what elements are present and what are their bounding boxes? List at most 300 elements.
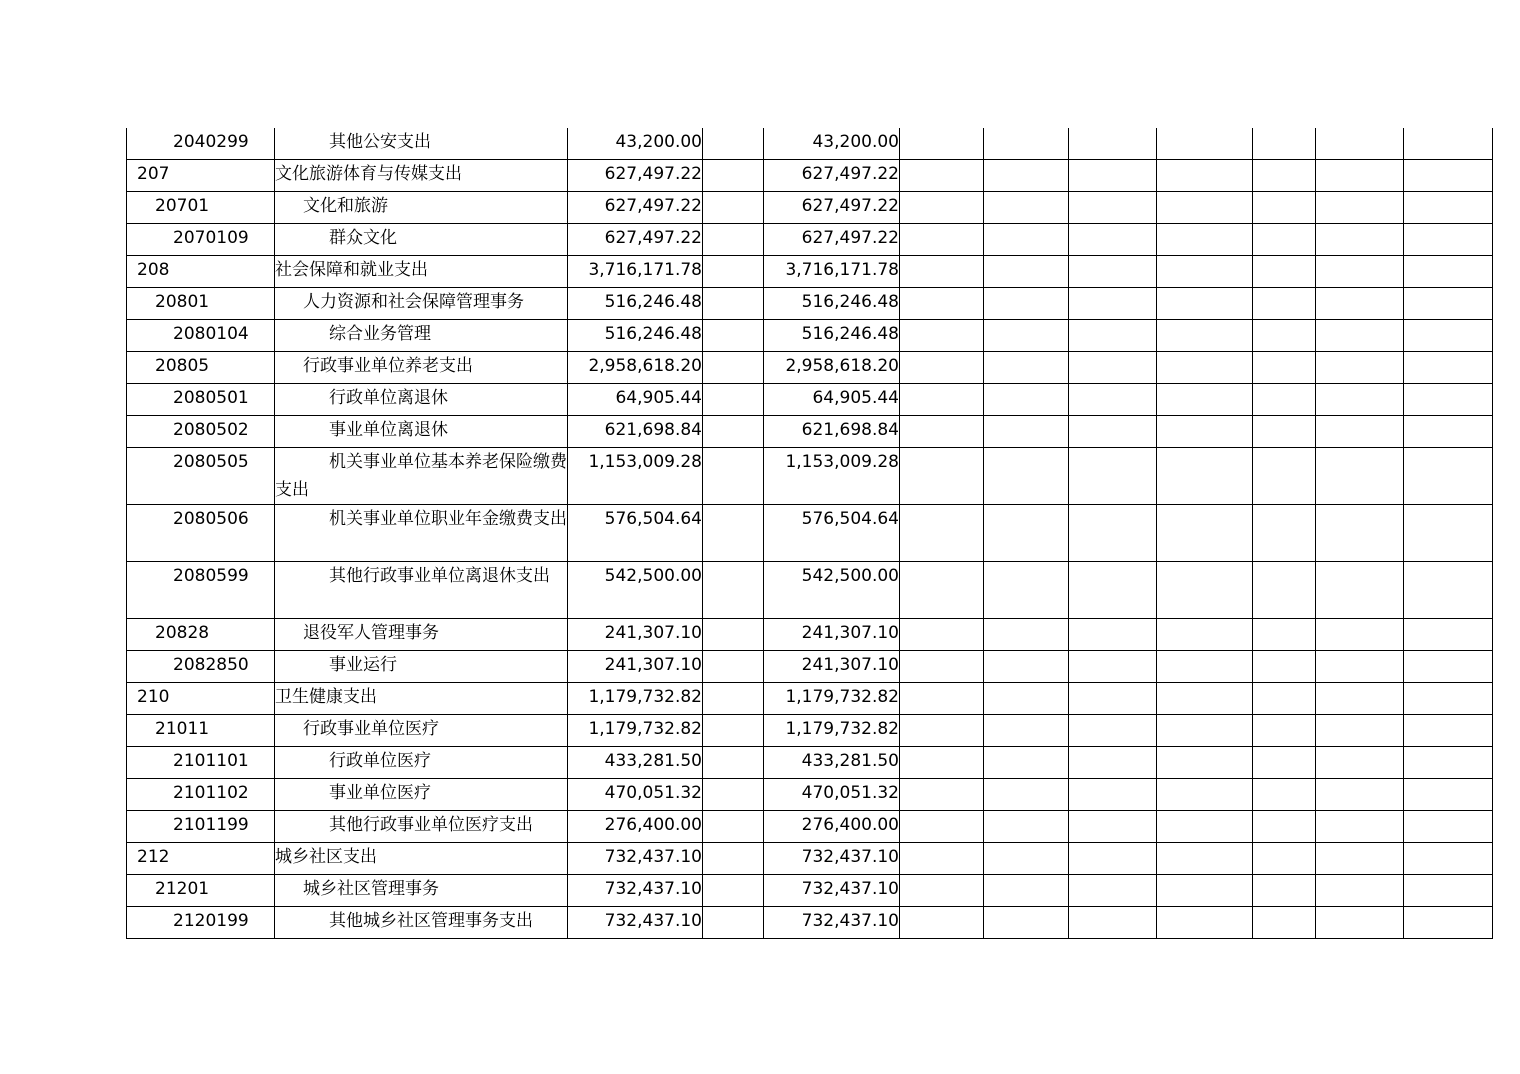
empty-cell (1069, 811, 1157, 843)
empty-cell (1069, 224, 1157, 256)
table-row (127, 562, 1493, 619)
empty-cell (1404, 811, 1493, 843)
subject-name-cell: 行政事业单位医疗 (275, 715, 568, 747)
empty-cell (1069, 352, 1157, 384)
empty-cell (900, 505, 984, 562)
empty-cell (984, 192, 1069, 224)
empty-cell (900, 843, 984, 875)
basic-expenditure-cell: 1,153,009.28 (764, 448, 900, 505)
subject-code-cell: 20828 (127, 619, 275, 651)
empty-cell (1316, 619, 1404, 651)
table-row (127, 505, 1493, 562)
empty-cell (984, 683, 1069, 715)
empty-cell (1253, 288, 1316, 320)
empty-cell (1316, 779, 1404, 811)
subject-name-cell: 其他行政事业单位离退休支出 (275, 562, 568, 619)
empty-cell (1404, 352, 1493, 384)
table-row (127, 320, 1493, 352)
empty-cell (1069, 160, 1157, 192)
empty-cell (1069, 747, 1157, 779)
empty-cell (1404, 562, 1493, 619)
empty-cell (703, 448, 764, 505)
table-row (127, 811, 1493, 843)
empty-cell (984, 384, 1069, 416)
empty-cell (1404, 160, 1493, 192)
basic-expenditure-cell: 1,179,732.82 (764, 683, 900, 715)
empty-cell (1404, 779, 1493, 811)
empty-cell (1253, 907, 1316, 939)
empty-cell (900, 779, 984, 811)
empty-cell (1253, 160, 1316, 192)
empty-cell (984, 843, 1069, 875)
empty-cell (1069, 288, 1157, 320)
empty-cell (1404, 715, 1493, 747)
empty-cell (703, 416, 764, 448)
empty-cell (1404, 288, 1493, 320)
empty-cell (1316, 192, 1404, 224)
empty-cell (900, 448, 984, 505)
empty-cell (1404, 320, 1493, 352)
empty-cell (900, 128, 984, 160)
empty-cell (1316, 128, 1404, 160)
empty-cell (900, 256, 984, 288)
subject-name-cell: 事业单位离退休 (275, 416, 568, 448)
empty-cell (1157, 562, 1253, 619)
table-row (127, 907, 1493, 939)
total-amount-cell: 627,497.22 (568, 224, 703, 256)
empty-cell (1316, 288, 1404, 320)
empty-cell (1253, 192, 1316, 224)
empty-cell (900, 811, 984, 843)
empty-cell (900, 384, 984, 416)
subject-code-cell: 20805 (127, 352, 275, 384)
empty-cell (1316, 907, 1404, 939)
empty-cell (984, 416, 1069, 448)
empty-cell (1253, 416, 1316, 448)
subject-name-cell: 其他城乡社区管理事务支出 (275, 907, 568, 939)
empty-cell (900, 416, 984, 448)
subject-name-cell: 退役军人管理事务 (275, 619, 568, 651)
basic-expenditure-cell: 732,437.10 (764, 875, 900, 907)
empty-cell (703, 160, 764, 192)
empty-cell (703, 320, 764, 352)
empty-cell (1157, 875, 1253, 907)
empty-cell (703, 562, 764, 619)
empty-cell (900, 715, 984, 747)
basic-expenditure-cell: 576,504.64 (764, 505, 900, 562)
empty-cell (1069, 651, 1157, 683)
subject-code-cell: 208 (127, 256, 275, 288)
empty-cell (1316, 747, 1404, 779)
empty-cell (1253, 779, 1316, 811)
table-row (127, 256, 1493, 288)
empty-cell (1404, 619, 1493, 651)
total-amount-cell: 1,179,732.82 (568, 715, 703, 747)
subject-name-cell: 机关事业单位职业年金缴费支出 (275, 505, 568, 562)
empty-cell (900, 562, 984, 619)
empty-cell (1253, 224, 1316, 256)
empty-cell (1253, 505, 1316, 562)
empty-cell (900, 160, 984, 192)
subject-code-cell: 2080104 (127, 320, 275, 352)
empty-cell (1316, 320, 1404, 352)
empty-cell (1069, 416, 1157, 448)
basic-expenditure-cell: 241,307.10 (764, 651, 900, 683)
empty-cell (1253, 875, 1316, 907)
empty-cell (1316, 811, 1404, 843)
table-row (127, 779, 1493, 811)
subject-code-cell: 2080501 (127, 384, 275, 416)
empty-cell (1253, 562, 1316, 619)
empty-cell (1157, 384, 1253, 416)
basic-expenditure-cell: 542,500.00 (764, 562, 900, 619)
table-row (127, 843, 1493, 875)
empty-cell (1253, 683, 1316, 715)
table-row (127, 683, 1493, 715)
empty-cell (1404, 843, 1493, 875)
basic-expenditure-cell: 43,200.00 (764, 128, 900, 160)
empty-cell (1316, 448, 1404, 505)
empty-cell (1404, 384, 1493, 416)
empty-cell (1157, 779, 1253, 811)
total-amount-cell: 732,437.10 (568, 843, 703, 875)
empty-cell (1069, 779, 1157, 811)
subject-name-cell: 城乡社区支出 (275, 843, 568, 875)
basic-expenditure-cell: 2,958,618.20 (764, 352, 900, 384)
total-amount-cell: 576,504.64 (568, 505, 703, 562)
empty-cell (984, 128, 1069, 160)
subject-name-cell: 行政事业单位养老支出 (275, 352, 568, 384)
empty-cell (1069, 683, 1157, 715)
empty-cell (1069, 875, 1157, 907)
subject-name-cell: 文化和旅游 (275, 192, 568, 224)
basic-expenditure-cell: 276,400.00 (764, 811, 900, 843)
basic-expenditure-cell: 627,497.22 (764, 224, 900, 256)
empty-cell (1157, 505, 1253, 562)
empty-cell (1069, 384, 1157, 416)
subject-code-cell: 2120199 (127, 907, 275, 939)
table-row (127, 715, 1493, 747)
empty-cell (1404, 651, 1493, 683)
empty-cell (1404, 192, 1493, 224)
empty-cell (984, 811, 1069, 843)
empty-cell (984, 352, 1069, 384)
subject-name-cell: 综合业务管理 (275, 320, 568, 352)
subject-name-cell: 城乡社区管理事务 (275, 875, 568, 907)
empty-cell (900, 320, 984, 352)
empty-cell (1253, 747, 1316, 779)
empty-cell (1069, 715, 1157, 747)
basic-expenditure-cell: 433,281.50 (764, 747, 900, 779)
empty-cell (1404, 875, 1493, 907)
subject-code-cell: 2080502 (127, 416, 275, 448)
table-row (127, 128, 1493, 160)
subject-name-cell: 文化旅游体育与传媒支出 (275, 160, 568, 192)
subject-code-cell: 21201 (127, 875, 275, 907)
empty-cell (1316, 384, 1404, 416)
total-amount-cell: 3,716,171.78 (568, 256, 703, 288)
empty-cell (1069, 192, 1157, 224)
empty-cell (1316, 416, 1404, 448)
table-row (127, 747, 1493, 779)
empty-cell (1404, 256, 1493, 288)
empty-cell (1157, 416, 1253, 448)
subject-code-cell: 2040299 (127, 128, 275, 160)
basic-expenditure-cell: 3,716,171.78 (764, 256, 900, 288)
table-row (127, 651, 1493, 683)
empty-cell (1157, 288, 1253, 320)
total-amount-cell: 276,400.00 (568, 811, 703, 843)
subject-name-cell: 群众文化 (275, 224, 568, 256)
empty-cell (984, 562, 1069, 619)
subject-code-cell: 210 (127, 683, 275, 715)
empty-cell (1404, 128, 1493, 160)
subject-code-cell: 2101199 (127, 811, 275, 843)
empty-cell (900, 224, 984, 256)
basic-expenditure-cell: 627,497.22 (764, 192, 900, 224)
subject-name-cell: 行政单位医疗 (275, 747, 568, 779)
empty-cell (1069, 562, 1157, 619)
empty-cell (900, 619, 984, 651)
empty-cell (1157, 619, 1253, 651)
empty-cell (703, 907, 764, 939)
subject-code-cell: 2080505 (127, 448, 275, 505)
basic-expenditure-cell: 621,698.84 (764, 416, 900, 448)
basic-expenditure-cell: 1,179,732.82 (764, 715, 900, 747)
subject-name-cell: 社会保障和就业支出 (275, 256, 568, 288)
empty-cell (703, 843, 764, 875)
total-amount-cell: 241,307.10 (568, 619, 703, 651)
total-amount-cell: 732,437.10 (568, 907, 703, 939)
basic-expenditure-cell: 241,307.10 (764, 619, 900, 651)
empty-cell (703, 128, 764, 160)
empty-cell (900, 651, 984, 683)
empty-cell (1157, 683, 1253, 715)
empty-cell (1253, 843, 1316, 875)
empty-cell (1253, 128, 1316, 160)
empty-cell (984, 779, 1069, 811)
empty-cell (984, 505, 1069, 562)
empty-cell (984, 448, 1069, 505)
total-amount-cell: 43,200.00 (568, 128, 703, 160)
empty-cell (1069, 128, 1157, 160)
subject-name-cell: 行政单位离退休 (275, 384, 568, 416)
empty-cell (703, 779, 764, 811)
subject-code-cell: 2070109 (127, 224, 275, 256)
total-amount-cell: 1,153,009.28 (568, 448, 703, 505)
subject-code-cell: 2101102 (127, 779, 275, 811)
basic-expenditure-cell: 516,246.48 (764, 320, 900, 352)
empty-cell (1253, 619, 1316, 651)
empty-cell (1253, 715, 1316, 747)
empty-cell (984, 651, 1069, 683)
empty-cell (1316, 683, 1404, 715)
empty-cell (1253, 352, 1316, 384)
total-amount-cell: 516,246.48 (568, 288, 703, 320)
empty-cell (1316, 160, 1404, 192)
empty-cell (703, 683, 764, 715)
subject-name-cell: 事业单位医疗 (275, 779, 568, 811)
empty-cell (1157, 352, 1253, 384)
subject-name-cell: 卫生健康支出 (275, 683, 568, 715)
empty-cell (984, 320, 1069, 352)
empty-cell (1253, 651, 1316, 683)
total-amount-cell: 732,437.10 (568, 875, 703, 907)
subject-code-cell: 2101101 (127, 747, 275, 779)
empty-cell (900, 192, 984, 224)
empty-cell (1316, 224, 1404, 256)
empty-cell (984, 160, 1069, 192)
empty-cell (1316, 256, 1404, 288)
table-row (127, 448, 1493, 505)
empty-cell (1157, 747, 1253, 779)
subject-name-cell: 人力资源和社会保障管理事务 (275, 288, 568, 320)
total-amount-cell: 470,051.32 (568, 779, 703, 811)
empty-cell (703, 747, 764, 779)
empty-cell (984, 875, 1069, 907)
empty-cell (1404, 683, 1493, 715)
empty-cell (1253, 320, 1316, 352)
empty-cell (1157, 811, 1253, 843)
total-amount-cell: 1,179,732.82 (568, 683, 703, 715)
table-row (127, 619, 1493, 651)
total-amount-cell: 621,698.84 (568, 416, 703, 448)
empty-cell (703, 875, 764, 907)
table-row (127, 384, 1493, 416)
empty-cell (1404, 224, 1493, 256)
empty-cell (1069, 843, 1157, 875)
empty-cell (703, 715, 764, 747)
total-amount-cell: 542,500.00 (568, 562, 703, 619)
total-amount-cell: 516,246.48 (568, 320, 703, 352)
total-amount-cell: 433,281.50 (568, 747, 703, 779)
empty-cell (1316, 505, 1404, 562)
empty-cell (1157, 448, 1253, 505)
empty-cell (1157, 256, 1253, 288)
table-row (127, 288, 1493, 320)
empty-cell (1316, 715, 1404, 747)
table-row (127, 875, 1493, 907)
basic-expenditure-cell: 627,497.22 (764, 160, 900, 192)
subject-code-cell: 207 (127, 160, 275, 192)
empty-cell (984, 288, 1069, 320)
empty-cell (984, 224, 1069, 256)
empty-cell (703, 651, 764, 683)
empty-cell (1253, 811, 1316, 843)
subject-code-cell: 20801 (127, 288, 275, 320)
subject-name-cell: 其他公安支出 (275, 128, 568, 160)
subject-name-cell: 机关事业单位基本养老保险缴费支出 (275, 448, 568, 505)
basic-expenditure-cell: 516,246.48 (764, 288, 900, 320)
empty-cell (1157, 128, 1253, 160)
empty-cell (900, 288, 984, 320)
empty-cell (1069, 619, 1157, 651)
table-row (127, 416, 1493, 448)
total-amount-cell: 2,958,618.20 (568, 352, 703, 384)
empty-cell (1253, 448, 1316, 505)
empty-cell (900, 907, 984, 939)
basic-expenditure-cell: 470,051.32 (764, 779, 900, 811)
basic-expenditure-cell: 732,437.10 (764, 907, 900, 939)
total-amount-cell: 627,497.22 (568, 192, 703, 224)
budget-expenditure-table (126, 128, 1493, 939)
subject-code-cell: 2080506 (127, 505, 275, 562)
empty-cell (1253, 384, 1316, 416)
empty-cell (1069, 907, 1157, 939)
total-amount-cell: 64,905.44 (568, 384, 703, 416)
empty-cell (1069, 505, 1157, 562)
empty-cell (1316, 352, 1404, 384)
empty-cell (703, 192, 764, 224)
table-row (127, 192, 1493, 224)
total-amount-cell: 627,497.22 (568, 160, 703, 192)
empty-cell (984, 747, 1069, 779)
empty-cell (900, 875, 984, 907)
empty-cell (1157, 651, 1253, 683)
subject-code-cell: 21011 (127, 715, 275, 747)
table-body (127, 128, 1493, 939)
empty-cell (1069, 320, 1157, 352)
table-row (127, 224, 1493, 256)
empty-cell (984, 907, 1069, 939)
empty-cell (1404, 416, 1493, 448)
empty-cell (703, 256, 764, 288)
empty-cell (984, 715, 1069, 747)
subject-code-cell: 2080599 (127, 562, 275, 619)
empty-cell (900, 683, 984, 715)
empty-cell (900, 747, 984, 779)
basic-expenditure-cell: 64,905.44 (764, 384, 900, 416)
empty-cell (1157, 907, 1253, 939)
empty-cell (1316, 875, 1404, 907)
empty-cell (703, 224, 764, 256)
empty-cell (1404, 448, 1493, 505)
empty-cell (900, 352, 984, 384)
total-amount-cell: 241,307.10 (568, 651, 703, 683)
empty-cell (703, 352, 764, 384)
empty-cell (1404, 747, 1493, 779)
empty-cell (1069, 448, 1157, 505)
empty-cell (703, 811, 764, 843)
empty-cell (703, 384, 764, 416)
empty-cell (1157, 192, 1253, 224)
empty-cell (703, 619, 764, 651)
subject-code-cell: 2082850 (127, 651, 275, 683)
empty-cell (1316, 562, 1404, 619)
subject-code-cell: 212 (127, 843, 275, 875)
empty-cell (703, 288, 764, 320)
empty-cell (1253, 256, 1316, 288)
empty-cell (1157, 160, 1253, 192)
empty-cell (703, 505, 764, 562)
empty-cell (1157, 715, 1253, 747)
empty-cell (1316, 651, 1404, 683)
subject-code-cell: 20701 (127, 192, 275, 224)
empty-cell (1157, 224, 1253, 256)
empty-cell (1157, 843, 1253, 875)
empty-cell (1404, 907, 1493, 939)
table-row (127, 160, 1493, 192)
empty-cell (1404, 505, 1493, 562)
empty-cell (984, 619, 1069, 651)
basic-expenditure-cell: 732,437.10 (764, 843, 900, 875)
empty-cell (1316, 843, 1404, 875)
table-row (127, 352, 1493, 384)
subject-name-cell: 事业运行 (275, 651, 568, 683)
empty-cell (1069, 256, 1157, 288)
empty-cell (984, 256, 1069, 288)
empty-cell (1157, 320, 1253, 352)
